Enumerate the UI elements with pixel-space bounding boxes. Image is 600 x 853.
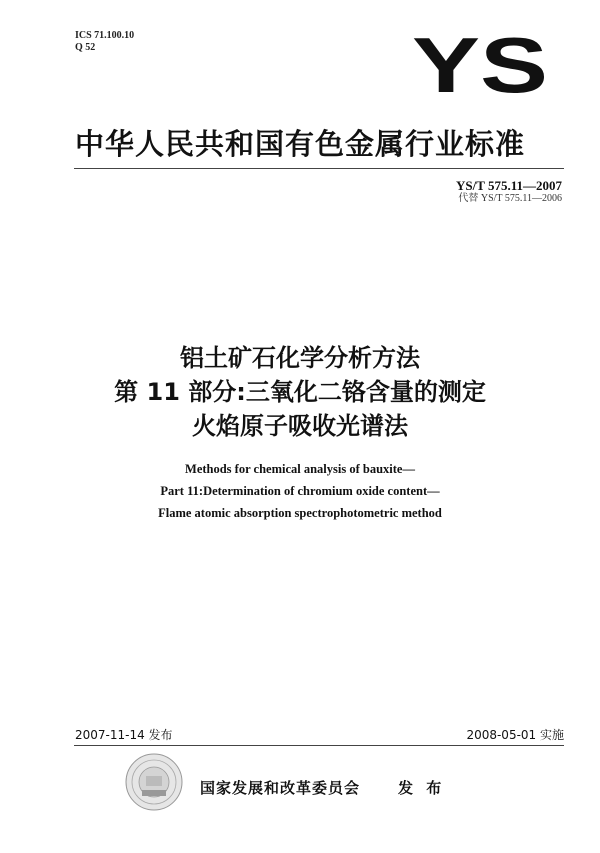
ccs-code: Q 52 xyxy=(75,42,96,53)
classification-codes xyxy=(75,30,134,54)
org-title: 中华人民共和国有色金属行业标准 xyxy=(74,127,525,161)
standard-number-block xyxy=(456,178,562,205)
implementation-date: 2008-05-01 实施 xyxy=(466,728,564,742)
replaces-standard: 代替 YS/T 575.11—2006 xyxy=(458,193,562,204)
ys-logo-text: YS xyxy=(412,28,548,100)
title-en-line2: Part 11:Determination of chromium oxide content— xyxy=(160,484,440,498)
standard-number: YS/T 575.11—2007 xyxy=(456,178,562,193)
bottom-divider xyxy=(74,745,564,746)
top-divider xyxy=(74,168,564,169)
issue-date: 2007-11-14 发布 xyxy=(75,728,173,742)
issuer-name: 国家发展和改革委员会 xyxy=(200,779,361,797)
ys-logo xyxy=(410,28,550,100)
title-en-line1: Methods for chemical analysis of bauxite— xyxy=(185,462,415,476)
issuer-action: 发 布 xyxy=(398,779,446,797)
title-cn-line3: 火焰原子吸收光谱法 xyxy=(192,412,408,440)
title-en-line3: Flame atomic absorption spectrophotometric method xyxy=(158,506,442,520)
ics-code: ICS 71.100.10 xyxy=(75,30,135,41)
title-cn-line2: 第 11 部分:三氧化二铬含量的测定 xyxy=(114,378,486,406)
title-cn-line1: 铝土矿石化学分析方法 xyxy=(180,344,420,372)
anti-counterfeit-seal-icon xyxy=(124,752,184,812)
